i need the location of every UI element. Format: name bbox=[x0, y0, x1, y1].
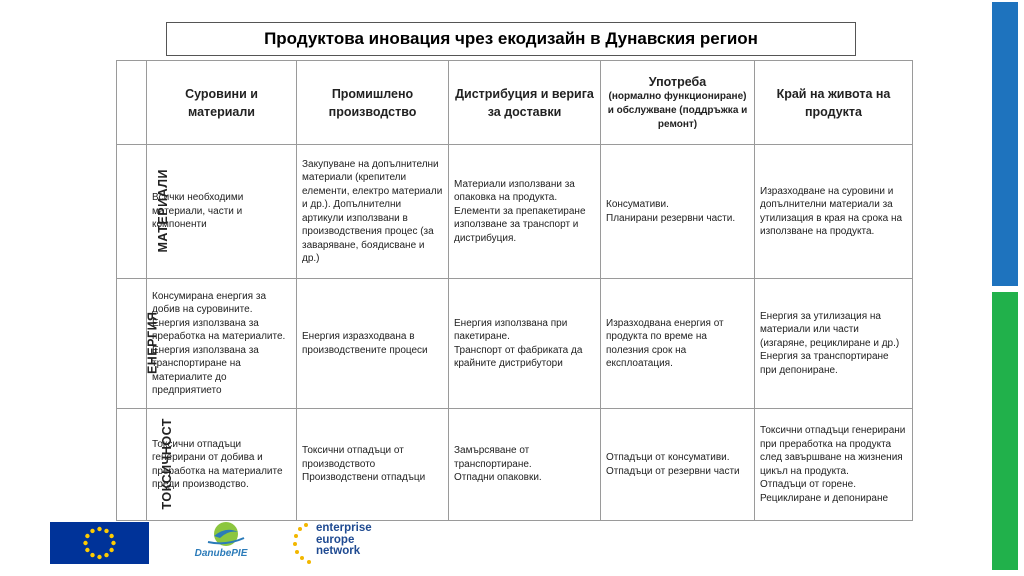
header-use-label: Употреба bbox=[648, 74, 707, 89]
row-label-text: ТОКСИЧНОСТ bbox=[159, 418, 174, 510]
table-cell: Енергия използвана при пакетиране. Транспорт от фабриката да крайните дистрибутори bbox=[449, 279, 601, 409]
eu-flag-icon bbox=[50, 522, 149, 564]
een-line-2: europe bbox=[316, 533, 355, 546]
header-distribution: Дистрибуция и верига за доставки bbox=[449, 61, 601, 145]
row-label-materials bbox=[117, 145, 171, 279]
row-label-energy bbox=[117, 279, 160, 409]
header-raw-materials: Суровини и материали bbox=[147, 61, 297, 145]
table-cell: Изразходване на суровини и допълнителни материали за утилизация в края на срока на използване на продукта. bbox=[755, 145, 913, 279]
accent-bar-blue bbox=[992, 2, 1018, 286]
table-cell: Консумирана енергия за добив на суровините. Енергия използвана за преработка на материалите. Енергия използвана за транспортиране на материалите до предприятието bbox=[147, 279, 297, 409]
accent-bar-green bbox=[992, 292, 1018, 570]
header-end-of-life: Край на живота на продукта bbox=[755, 61, 913, 145]
table-row bbox=[117, 279, 913, 409]
table-cell: Материали използвани за опаковка на продукта. Елементи за препакетиране използване за транспорт и дистрибуция. bbox=[449, 145, 601, 279]
table-header-row bbox=[117, 61, 913, 145]
table-cell: Токсични отпадъци генерирани при преработка на продукта след завършване на жизнения цикъл на продукта. Отпадъци от горене. Рециклиране и депониране bbox=[755, 409, 913, 521]
header-use-sub: (нормално функциониране) и обслужване (поддръжка и ремонт) bbox=[607, 90, 748, 130]
table-cell: Отпадъци от консумативи. Отпадъци от резервни части bbox=[601, 409, 755, 521]
table-cell: Закупуване на допълнителни материали (крепители елементи, електро материали и др.). Допълнителни артикули използвани в производствения процес (за заваряване, боядисване и др.) bbox=[297, 145, 449, 279]
table-row bbox=[117, 145, 913, 279]
row-label-text: ЕНЕРГИЯ bbox=[145, 311, 160, 375]
table-cell: Изразходвана енергия от продукта по време на полезния срок на експлоатация. bbox=[601, 279, 755, 409]
een-wordmark bbox=[316, 523, 372, 558]
header-corner-cell bbox=[117, 61, 147, 145]
table-cell: Токсични отпадъци генерирани от добива и преработка на материалите преди производство. bbox=[147, 409, 297, 521]
table-row bbox=[117, 409, 913, 521]
table-cell: Консумативи. Планирани резервни части. bbox=[601, 145, 755, 279]
table-cell: Замърсяване от транспортиране. Отпадни опаковки. bbox=[449, 409, 601, 521]
row-label-toxicity bbox=[117, 409, 174, 521]
table-cell: Енергия за утилизация на материали или части (изгаряне, рециклиране и др.) Енергия за транспортиране при депониране. bbox=[755, 279, 913, 409]
table-cell: Енергия изразходвана в производствените процеси bbox=[297, 279, 449, 409]
een-line-3: network bbox=[316, 545, 361, 557]
header-use bbox=[601, 61, 755, 145]
een-line-1: enterprise bbox=[316, 522, 372, 534]
table-cell: Токсични отпадъци от производството Производствени отпадъци bbox=[297, 409, 449, 521]
slide-title: Продуктова иновация чрез екодизайн в Дунавския регион bbox=[166, 22, 856, 56]
footer-logos bbox=[50, 520, 390, 570]
enterprise-europe-network-logo bbox=[292, 520, 392, 568]
table-cell: Всички необходими материали, части и компоненти bbox=[147, 145, 297, 279]
danubepie-globe-icon bbox=[178, 520, 264, 550]
een-stars-icon bbox=[292, 520, 316, 566]
danubepie-logo bbox=[178, 520, 264, 568]
danubepie-name: DanubePIE bbox=[194, 548, 248, 559]
header-production: Промишлено производство bbox=[297, 61, 449, 145]
ecodesign-matrix-table bbox=[116, 60, 913, 521]
row-label-text: МАТЕРИАЛИ bbox=[156, 169, 171, 253]
